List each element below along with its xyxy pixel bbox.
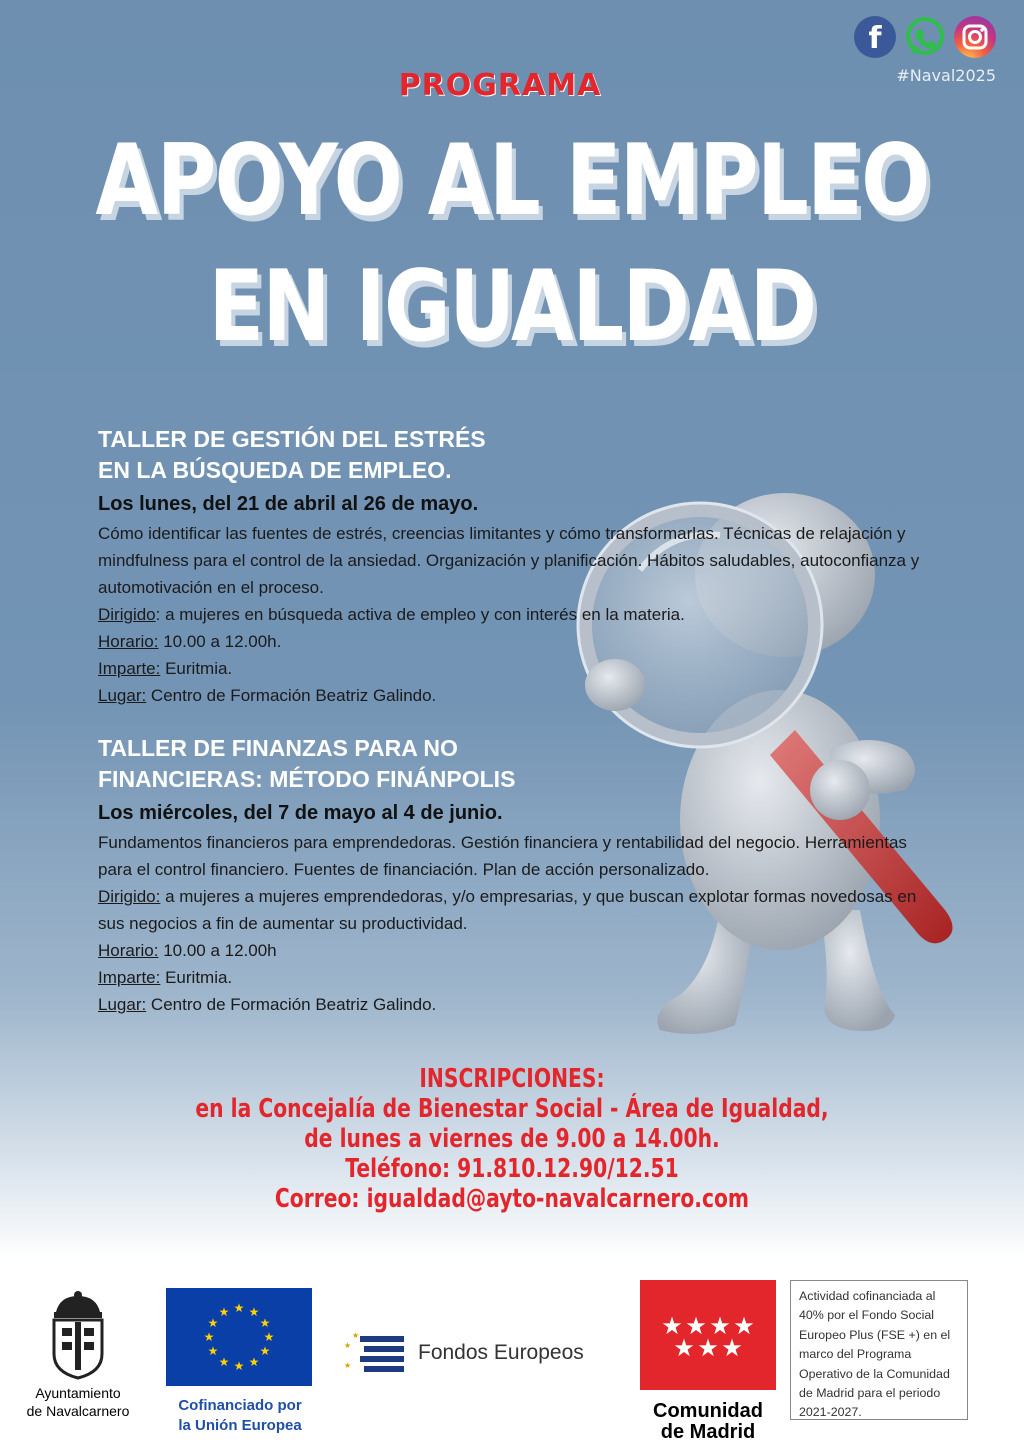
svg-text:★: ★	[259, 1316, 271, 1330]
schedule-value: 10.00 a 12.00h.	[158, 632, 282, 651]
workshop-title-line-1: TALLER DE FINANZAS PARA NO	[98, 735, 458, 761]
svg-text:★: ★	[233, 1301, 245, 1315]
svg-text:★: ★	[352, 1331, 360, 1340]
comunidad-madrid-line-1: Comunidad	[653, 1400, 763, 1422]
workshop-title-line-2: FINANCIERAS: MÉTODO FINÁNPOLIS	[98, 766, 516, 792]
ayuntamiento-name-line-1: Ayuntamiento	[35, 1385, 121, 1401]
svg-text:f: f	[868, 21, 882, 56]
instructor-label: Imparte:	[98, 659, 161, 678]
place-label: Lugar:	[98, 686, 147, 705]
target-value: : a mujeres en búsqueda activa de empleo y con interés en la materia.	[155, 605, 685, 624]
main-title-line-1: APOYO AL EMPLEO	[95, 124, 929, 238]
svg-text:★: ★	[218, 1355, 230, 1369]
instagram-icon[interactable]	[954, 16, 996, 58]
workshop-title-line-2: EN LA BÚSQUEDA DE EMPLEO.	[98, 457, 452, 483]
target-label: Dirigido	[98, 605, 156, 624]
eu-caption	[166, 1396, 314, 1436]
workshop-dates: Los lunes, del 21 de abril al 26 de mayo.	[98, 493, 479, 515]
registration-phone[interactable]: Teléfono: 91.810.12.90/12.51	[345, 1154, 679, 1184]
svg-text:★: ★	[248, 1305, 260, 1319]
registration-location: en la Concejalía de Bienestar Social - Área de Igualdad,	[195, 1094, 829, 1124]
svg-text:★: ★	[207, 1344, 219, 1358]
workshop-place	[98, 991, 938, 1018]
svg-text:★: ★	[203, 1330, 215, 1344]
schedule-label: Horario:	[98, 632, 159, 651]
svg-text:★: ★	[733, 1312, 755, 1340]
coat-of-arms-icon	[48, 1290, 108, 1380]
eu-flag-icon	[166, 1288, 312, 1386]
svg-text:★: ★	[259, 1344, 271, 1358]
facebook-icon[interactable]	[854, 16, 896, 58]
registration-heading: INSCRIPCIONES:	[419, 1064, 605, 1094]
workshop-schedule	[98, 628, 938, 655]
target-label: Dirigido:	[98, 887, 161, 906]
svg-text:★: ★	[344, 1361, 352, 1370]
place-value: Centro de Formación Beatriz Galindo.	[146, 686, 437, 705]
comunidad-madrid-line-2: de Madrid	[660, 1421, 756, 1443]
comunidad-madrid-stars-icon	[640, 1280, 776, 1390]
instructor-value: Euritmia.	[160, 968, 233, 987]
workshop-place	[98, 682, 938, 709]
schedule-label: Horario:	[98, 941, 159, 960]
workshop-description: Cómo identificar las fuentes de estrés, creencias limitantes y cómo transformarlas. Técnicas de relajación y mindfulness para el control de la ansiedad. Organización y planificación. Hábitos saludables, autoconfianza y automotivación en el proceso.	[98, 524, 920, 597]
fondos-europeos-icon	[342, 1328, 408, 1378]
workshop-dates: Los miércoles, del 7 de mayo al 4 de junio.	[98, 802, 503, 824]
registration-info	[0, 1064, 1024, 1214]
footer-logos	[0, 1280, 1024, 1448]
main-title-line-2: EN IGUALDAD	[208, 250, 816, 364]
workshop-target	[98, 601, 938, 628]
cofinancing-note: Actividad cofinanciada al 40% por el Fondo Social Europeo Plus (FSE +) en el marco del Programa Operativo de la Comunidad de Madrid para el periodo 2021-2027.	[790, 1280, 968, 1420]
hashtag: #Naval2025	[896, 66, 996, 85]
fondos-europeos-label: Fondos Europeos	[418, 1341, 584, 1364]
svg-text:★: ★	[344, 1341, 352, 1350]
place-label: Lugar:	[98, 995, 147, 1014]
workshop-schedule	[98, 937, 938, 964]
target-value: a mujeres a mujeres emprendedoras, y/o empresarias, y que buscan explotar formas novedosas en sus negocios a fin de aumentar su productividad.	[98, 887, 917, 933]
schedule-value: 10.00 a 12.00h	[158, 941, 277, 960]
registration-hours: de lunes a viernes de 9.00 a 14.00h.	[304, 1124, 720, 1154]
workshop-instructor	[98, 964, 938, 991]
instructor-value: Euritmia.	[160, 659, 233, 678]
ayuntamiento-name-line-2: de Navalcarnero	[26, 1403, 130, 1419]
svg-text:★: ★	[685, 1312, 707, 1340]
registration-email[interactable]: Correo: igualdad@ayto-navalcarnero.com	[274, 1184, 750, 1214]
place-value: Centro de Formación Beatriz Galindo.	[146, 995, 437, 1014]
eu-caption-line-2: la Unión Europea	[178, 1417, 302, 1434]
comunidad-madrid-logo	[640, 1280, 776, 1443]
fondos-europeos-logo	[342, 1328, 584, 1378]
svg-text:★: ★	[218, 1305, 230, 1319]
whatsapp-icon[interactable]	[904, 16, 946, 58]
svg-text:★: ★	[207, 1316, 219, 1330]
workshop-description: Fundamentos financieros para emprendedoras. Gestión financiera y rentabilidad del negocio. Herramientas para el control financiero. Fuentes de financiación. Plan de acción personalizado.	[98, 833, 907, 879]
instructor-label: Imparte:	[98, 968, 161, 987]
workshop-instructor	[98, 655, 938, 682]
svg-text:★: ★	[248, 1355, 260, 1369]
workshop-title-line-1: TALLER DE GESTIÓN DEL ESTRÉS	[98, 426, 486, 452]
comunidad-madrid-caption	[640, 1401, 776, 1443]
workshops-section	[98, 424, 938, 1018]
svg-text:★: ★	[697, 1334, 719, 1362]
svg-text:★: ★	[673, 1334, 695, 1362]
svg-text:★: ★	[709, 1312, 731, 1340]
workshop-stress	[98, 424, 938, 709]
svg-text:★: ★	[721, 1334, 743, 1362]
eu-cofinancing-logo	[166, 1288, 314, 1436]
social-icons	[854, 16, 996, 58]
svg-text:★: ★	[263, 1330, 275, 1344]
workshop-finance	[98, 733, 938, 1018]
program-kicker: PROGRAMA	[398, 68, 602, 103]
svg-text:★: ★	[661, 1312, 683, 1340]
eu-caption-line-1: Cofinanciado por	[178, 1397, 302, 1414]
ayuntamiento-logo	[18, 1290, 138, 1420]
svg-text:★: ★	[233, 1359, 245, 1373]
workshop-target	[98, 883, 938, 937]
